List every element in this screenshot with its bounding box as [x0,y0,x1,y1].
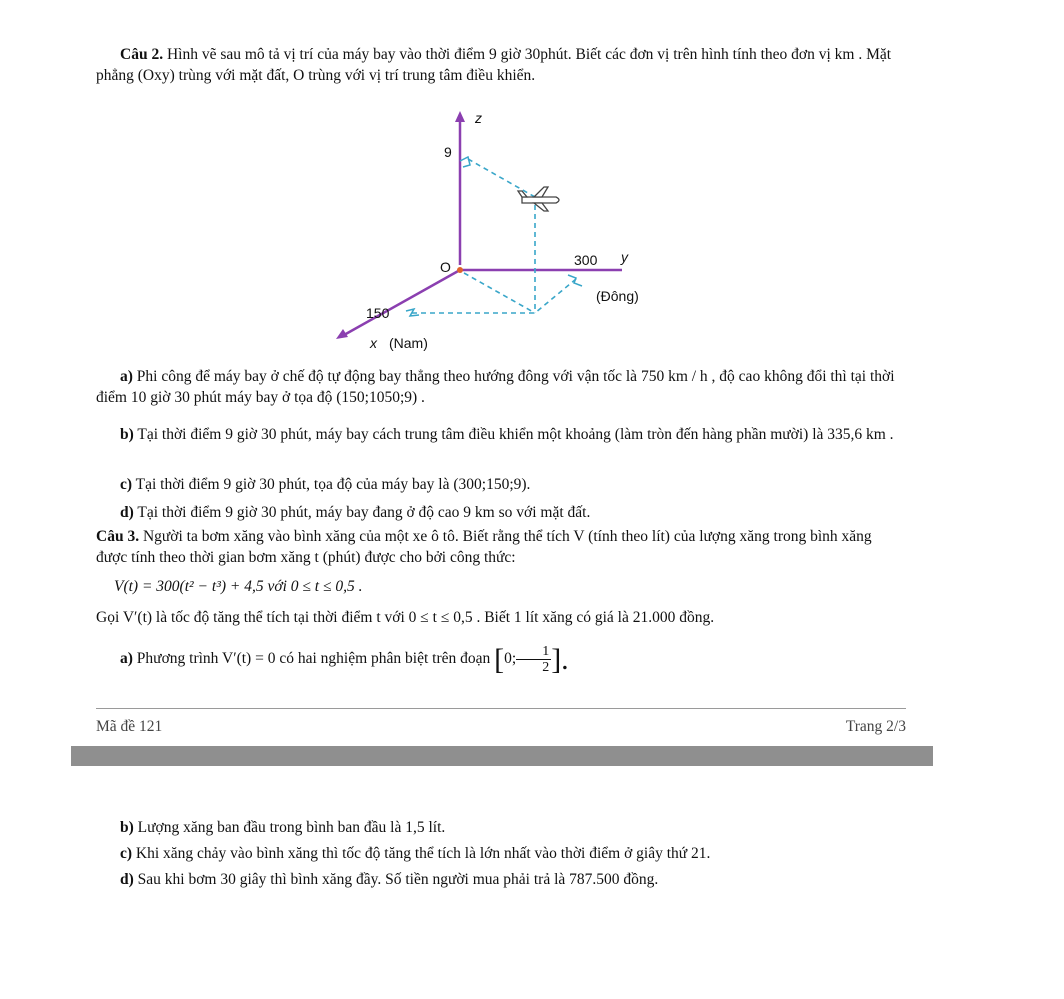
q2-option-c [96,474,906,495]
z-value-label: 9 [444,144,452,160]
fraction-numerator: 1 [516,644,551,660]
dash-z-to-plane [468,159,535,197]
q2-a-text: Phi công để máy bay ở chế độ tự động bay thẳng theo hướng đông với vận tốc là 750 km / h , độ cao không đổi thì tại thời điểm 10 giờ 30 phút máy bay ở tọa độ (150;1050;9) . [96,368,895,406]
q3-intro-text: Người ta bơm xăng vào bình xăng của một xe ô tô. Biết rằng thể tích V (tính theo lít) của lượng xăng trong bình xăng được tính theo thời gian bơm xăng t (phút) được cho bởi công thức: [96,528,872,566]
q3-c-label: c) [120,845,133,862]
q3-a-label: a) [120,650,133,668]
page-separator-bar [71,746,933,766]
q3-formula: V(t) = 300(t² − t³) + 4,5 với 0 ≤ t ≤ 0,5 . [114,578,363,595]
q3-given: Gọi V′(t) là tốc độ tăng thể tích tại thời điểm t với 0 ≤ t ≤ 0,5 . Biết 1 lít xăng có giá là 21.000 đồng. [96,609,715,626]
q2-option-b [96,424,906,445]
q2-option-a [96,366,906,408]
q3-option-c [96,843,906,864]
interval-zero: 0; [504,650,517,668]
q3-c-text: Khi xăng chảy vào bình xăng thì tốc độ tăng thể tích là lớn nhất vào thời điểm ở giây thứ 21. [132,845,711,862]
z-axis-label: z [475,110,482,126]
q2-b-label: b) [120,426,134,443]
q3-option-a [96,644,906,675]
airplane-coordinate-diagram [330,105,690,367]
x-axis-label: x [370,335,377,351]
q3-option-b [96,817,906,838]
dash-origin-diagonal [464,273,535,313]
q2-d-label: d) [120,504,134,521]
q3-option-d [96,869,906,890]
q3-a-interval [494,643,569,676]
q2-b-text: Tại thời điểm 9 giờ 30 phút, máy bay cách trung tâm điều khiển một khoảng (làm tròn đến hàng phần mười) là 335,6 km . [133,426,894,443]
exam-code: Mã đề 121 [96,718,163,735]
y-value-label: 300 [574,252,598,268]
q3-intro [96,526,906,568]
q2-option-d [96,502,906,523]
interval-close-bracket: ]. [551,643,569,676]
y-axis-label: y [621,249,628,265]
q3-b-text: Lượng xăng ban đầu trong bình ban đầu là 1,5 lít. [133,819,446,836]
q3-a-text: Phương trình V′(t) = 0 có hai nghiệm phân biệt trên đoạn [132,650,491,668]
footer-divider [96,708,906,709]
x-value-label: 150 [366,305,390,321]
q2-intro [96,44,906,86]
q2-d-text: Tại thời điểm 9 giờ 30 phút, máy bay đang ở độ cao 9 km so với mặt đất. [133,504,591,521]
z-axis-arrow [455,111,465,122]
dash-y-to-foot [535,279,576,313]
origin-dot [457,267,463,273]
south-label: (Nam) [389,335,428,351]
fraction-one-half [516,644,551,675]
origin-label: O [440,259,451,275]
q3-b-label: b) [120,819,134,836]
page-number: Trang 2/3 [845,718,906,735]
east-label: (Đông) [596,288,639,304]
q3-d-label: d) [120,871,134,888]
interval-open-bracket: [ [494,643,505,676]
q2-intro-text: Hình vẽ sau mô tả vị trí của máy bay vào thời điểm 9 giờ 30phút. Biết các đơn vị trên hình tính theo đơn vị km . Mặt phẳng (Oxy) trùng với mặt đất, O trùng với vị trí trung tâm điều khiển. [96,46,892,84]
q3-d-text: Sau khi bơm 30 giây thì bình xăng đầy. Số tiền người mua phải trả là 787.500 đồng. [133,871,659,888]
fraction-denominator: 2 [542,660,550,675]
q3-label: Câu 3. [96,528,140,545]
q2-c-text: Tại thời điểm 9 giờ 30 phút, tọa độ của máy bay là (300;150;9). [132,476,531,493]
q2-a-label: a) [120,368,133,385]
q2-label: Câu 2. [120,46,164,63]
q2-c-label: c) [120,476,133,493]
x-axis [344,270,460,335]
